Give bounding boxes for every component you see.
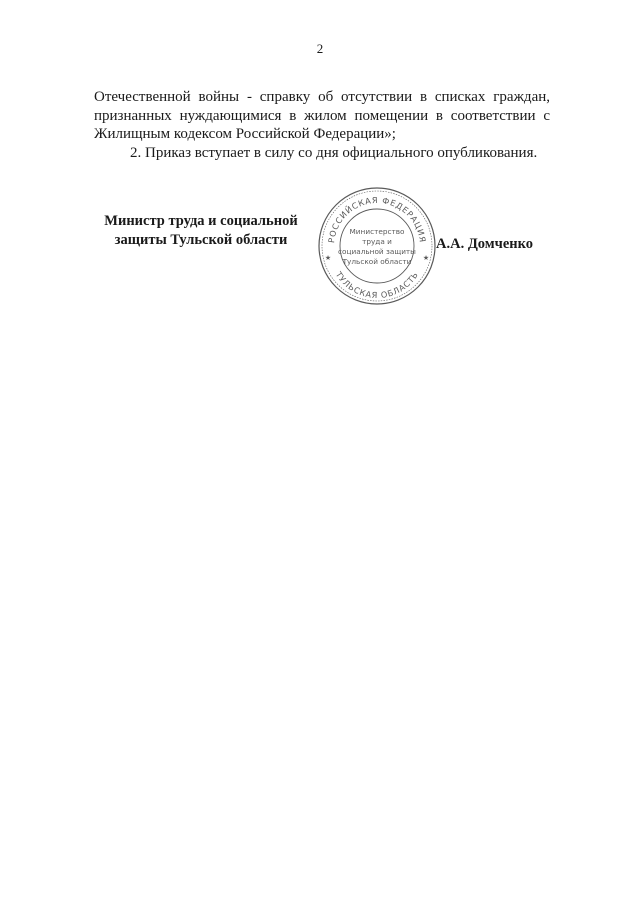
- document-body: [94, 88, 550, 162]
- seal-inner-ring: [340, 209, 414, 283]
- signer-name: А.А. Домченко: [436, 236, 534, 252]
- svg-text:★: ★: [422, 254, 430, 262]
- page-number: 2: [316, 41, 324, 56]
- paragraph-continued: Отечественной войны - справку об отсутствии в списках граждан, признанных нуждающимися в жилом помещении в соответствии с Жилищным кодексом Российской Федерации»;: [94, 89, 550, 142]
- signatory-position: [96, 212, 306, 250]
- seal-center-line-4: Тульской области: [342, 257, 412, 266]
- seal-center-line-2: труда и: [362, 237, 392, 246]
- paragraph-item-2: 2. Приказ вступает в силу со дня официального опубликования.: [130, 144, 538, 161]
- seal-outer-top-text: РОССИЙСКАЯ ФЕДЕРАЦИЯ: [326, 194, 428, 244]
- seal-center-line-1: Министерство: [349, 227, 405, 236]
- signatory-position-line-2: защиты Тульской области: [114, 232, 288, 248]
- seal-center-line-3: социальной защиты: [338, 247, 416, 256]
- seal-outer-ring: [319, 188, 435, 304]
- svg-text:★: ★: [324, 254, 332, 262]
- seal-graphic: [317, 186, 437, 306]
- seal-middle-ring: [322, 191, 432, 301]
- seal-outer-bottom-text: ТУЛЬСКАЯ ОБЛАСТЬ: [333, 269, 421, 301]
- signatory-position-line-1: Министр труда и социальной: [104, 213, 298, 229]
- official-seal: [317, 186, 437, 306]
